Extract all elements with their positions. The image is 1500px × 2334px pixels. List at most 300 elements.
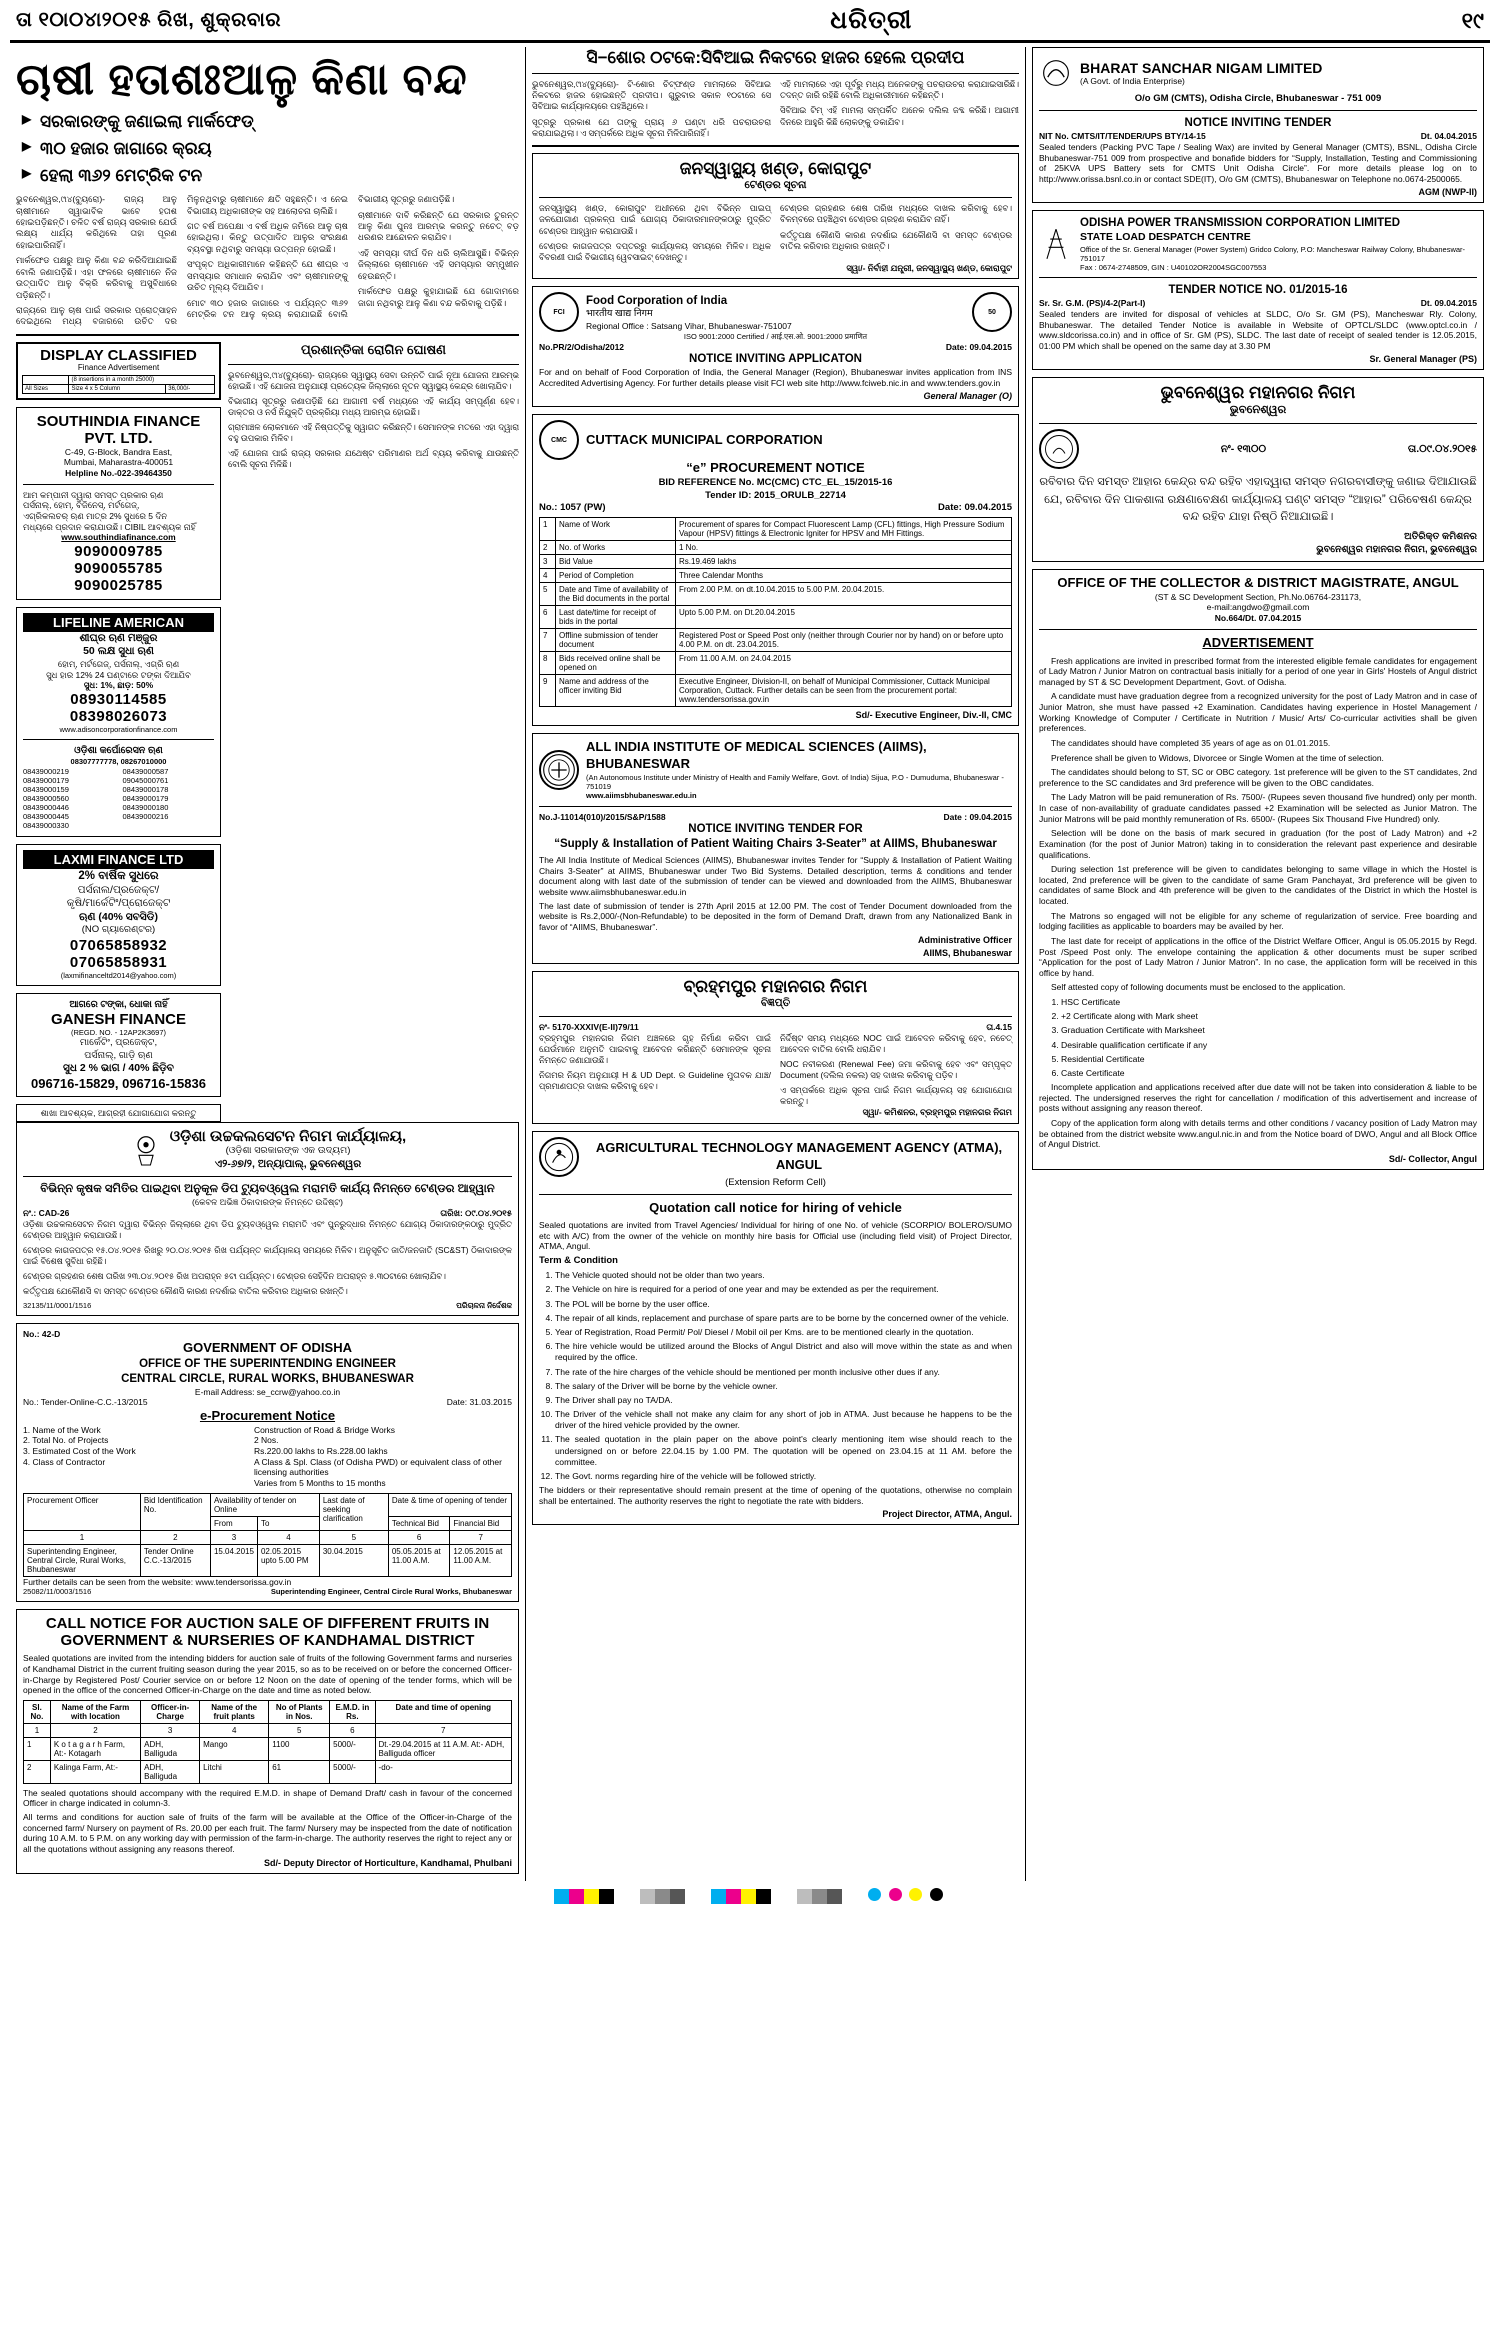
bbsrmc-body: ରବିବାର ଦିନ ସମସ୍ତ ଆହାର କେନ୍ଦ୍ର ବନ୍ଦ ରହିବ ଏହାଦ୍ୱାରା ସମସ୍ତ ନଗରବାସୀଙ୍କୁ ଜଣାଇ ଦିଆଯାଉଛି ଯେ, ରବିବାର ଦିନ ପାକଶାଳା ରକ୍ଷଣାବେକ୍ଷଣ କାର୍ଯ୍ୟାଳୟ ଘଣ୍ଟ ସମସ୍ତ “ଆହାର” ପରିବେଷଣ କେନ୍ଦ୍ର ବନ୍ଦ ରହିବ ଯାହା ନିଷ୍ଠି ନିଆଯାଇଛି। [1039,476,1477,523]
cyan-dot [868,1888,881,1901]
yellow-swatch [741,1889,756,1904]
collector-para: The Matrons so engaged will not be eligible for any scheme of regularization of service. Free boarding and lodging facilities as applicable to boarders may be availed by her. [1039,910,1477,932]
cmc-val: Registered Post or Speed Post only (neither through Courier nor by hand) on or before upto 4.00 P.M. on dt. 23.04.2015. [676,629,1012,652]
fci-office: Regional Office : Satsang Vihar, Bhubaneswar-751007 [586,320,792,331]
opepa-para: ଟେଣ୍ଡର ଗ୍ରହଣର ଶେଷ ତାରିଖ ୨୩.୦୪.୨୦୧୫ ରିଖ ଅପରାହ୍ନ ୫ଟା ପର୍ଯ୍ୟନ୍ତ। ଟେଣ୍ଡର ସେହିଦିନ ଅପରାହ୍ନ ୫.୩୦ଟାରେ ଖୋଲାଯିବ। [23,1270,446,1281]
collector-para: A candidate must have graduation degree from a recognized university for the post of Lady Matron and in case of Junior Matron, she must have passed +2 Examination. Candidates having experience in Hostel Management / Working Knowledge of Computer / Certificate in Nutrition / Music/ Arts/ Co-curricular activities shall be given preferences. [1039,691,1477,734]
lifeline-phone-item[interactable]: 08439000180 [122,803,169,813]
rural-code: 25082/11/0003/1516 [23,1587,92,1597]
cmc-key: Date and Time of availability of the Bid documents in the portal [556,583,676,606]
ganesh-phone[interactable]: 096716-15829, 096716-15836 [31,1075,206,1091]
cmc-procurement-notice [532,414,1019,726]
health-para: ଜନସ୍ୱାସ୍ଥ୍ୟ ଖଣ୍ଡ, କୋରାପୁଟ ଅଧୀନରେ ଥିବା ବିଭିନ୍ନ ପାଇପ୍ ଜଳଯୋଗାଣ ପ୍ରକଳ୍ପ ପାଇଁ ଯୋଗ୍ୟ ଠିକାଦାରମାନଙ୍କଠାରୁ ମୁଦ୍ରିତ ଟେଣ୍ଡର ଆହ୍ୱାନ କରାଯାଉଛି। [539,203,771,236]
health-sign: ସ୍ୱା/- ନିର୍ବାହୀ ଯନ୍ତ୍ରୀ, ଜନସ୍ୱାସ୍ଥ୍ୟ ଖଣ୍ଡ, କୋରାପୁଟ [846,262,1012,273]
ctoc-para: ଭୁବନେଶ୍ୱର,୯ା୪(ବ୍ୟୁରୋ)- ଟି-ଶୋର ଚିଟ୍‌ଫଣ୍ଡ ମାମଲାରେ ସିବିଆଇ ନିକଟରେ ହାଜର ହୋଇଛନ୍ତି ପ୍ରଦୀପ। ଗୁରୁବାର ସକାଳ ୧୦ଟାରେ ସେ ସିବିଆଇ କାର୍ଯ୍ୟାଳୟରେ ପହଞ୍ଚିଥିଲେ। [532,79,771,112]
collector-para: The candidates should have completed 35 years of age as on 01.01.2015. [1051,737,1331,748]
collector-angul-advertisement [1032,569,1484,1170]
rural-colnum: 2 [140,1530,210,1544]
opepa-sub2: ଏ୨-୬୭/୨, ଅନ୍ୟାପାଲ୍, ଭୁବନେଶ୍ୱର [214,1157,362,1170]
bmc-sign: ସ୍ୱା/- କମିଶନର, ବ୍ରହ୍ମପୁର ମହାନଗର ନିଗମ [862,1107,1012,1118]
rate-cell: All Sizes [23,384,69,393]
auction-td: Mango [200,1737,269,1760]
auction-th: E.M.D. in Rs. [330,1700,375,1723]
collector-doc: 3. Graduation Certificate with Marksheet [1061,1025,1477,1036]
lifeline-phone-item[interactable]: 08439000219 [23,766,69,776]
cmc-row [540,629,1012,652]
bbsr-mc-notice [1032,377,1484,561]
southindia-addr2: Mumbai, Maharastra-400051 [63,457,174,468]
laxmi-finance-ad [16,844,221,986]
rural-line-right: A Class & Spl. Class (of Odisha PWD) or equivalent class of other licensing authorities [253,1456,502,1478]
auction-note-1: The sealed quotations should accompany with the required E.M.D. in shape of Demand Draft/ cash in favour of the concerned Officer in charge indicated in column-3. [23,1787,512,1809]
collector-closing-para: Incomplete application and applications received after due date will not be taken into consideration & liable to be rejected. The undersigned reserves the right for cancellation / modification of this advertisement and increase of posts without assigning any reason thereof. [1039,1082,1477,1114]
rural-colnum: 4 [257,1530,319,1544]
cmc-row [540,569,1012,583]
cmc-val: Procurement of spares for Compact Fluorescent Lamp (CFL) fittings, High Pressure Sodium Vapour (HPSV) fittings & Electronic Igniter for HPSV and MH Fittings. [676,518,1012,541]
column-left [10,47,526,1881]
ganesh-reg: (REGD. NO. - 12AP2K3697) [70,1028,167,1038]
cmc-row [540,541,1012,555]
auction-td: 5000/- [330,1760,375,1783]
cmc-row [540,583,1012,606]
auction-td: Litchi [200,1760,269,1783]
bsnl-tender-notice [1032,47,1484,203]
optcl-body: Sealed tenders are invited for disposal of vehicles at SLDC, O/o Sr. GM (PS), Mancheswar Rly. Colony, Bhubaneswar. The detailed Tender Notice is available in Website of OPTCL/SLDC (www.optcl.co.in / www.sldcorissa.co.in) and in office of Sr. GM (PS), SLDC. The last date of receipt of sealed tender is 12.05.2015, 01:00 PM which shall be opened on the same day at 3.30 PM [1039,308,1477,351]
rural-line-left: 2. Total No. of Projects [23,1435,109,1446]
fci-hindi: भारतीय खाद्य निगम [586,308,653,320]
rural-td: 05.05.2015 at 11.00 A.M. [388,1544,450,1576]
lifeline-phone-1[interactable]: 08930114585 [70,690,167,708]
cmc-row [540,555,1012,569]
cmc-val: Upto 5.00 P.M. on Dt.20.04.2015 [676,606,1012,629]
cmc-logo-icon: CMC [539,420,579,460]
rural-th-sub: To [257,1516,319,1530]
color-registration-bar [10,1881,1490,1910]
black-swatch [599,1889,614,1904]
auction-td: 5000/- [330,1737,375,1760]
auction-intro: Sealed quotations are invited from the intending bidders for auction sale of fruits of the following Government farms and nurseries of Kandhamal District in the current fruiting season during the year 2015, so as to be received on or before the concerned Officer-in-Charge by Registered Post/ Courier service on or before 12 Noon on the date of opening of the tender forms, which will be opened in the office of the concerned Officer-in-Charge on the date and time as noted below. [23,1653,512,1696]
cmc-key: Last date/time for receipt of bids in the portal [556,606,676,629]
magenta-swatch [726,1889,741,1904]
aiims-subject: “Supply & Installation of Patient Waiting Chairs 3-Seater” at AIIMS, Bhubaneswar [554,838,997,851]
optcl-tender-notice [1032,210,1484,370]
cmc-bidref: BID REFERENCE No. MC(CMC) CTC_EL_15/2015-16 [658,477,893,489]
lead-body [16,194,519,328]
atma-term: 9. The Driver shall pay no TA/DA. [555,1395,1012,1406]
lifeline-phone-item[interactable]: 08439000445 [23,812,69,822]
atma-sub: (Extension Reform Cell) [725,1176,826,1188]
auction-td: 2 [24,1760,51,1783]
lifeline-phone-2[interactable]: 08398026073 [69,707,168,725]
lifeline-line1: ଶୀଘ୍ର ଋଣ ମଞ୍ଜୁର [79,631,158,644]
cmc-title: CUTTACK MUNICIPAL CORPORATION [586,431,823,447]
cmc-sl: 3 [540,555,556,569]
auction-td: ADH, Balliguda [141,1760,200,1783]
southindia-phone-1[interactable]: 9090009785 [74,542,163,560]
lifeline-line5: ସୁଧ: 1%, ଛାଡ଼: 50% [83,680,154,691]
lifeline-line2: 50 ଲକ୍ଷ ସୁଧା ଋଣ [83,645,154,658]
atma-terms-title: Term & Condition [539,1254,618,1266]
collector-heading: ADVERTISEMENT [1202,634,1314,650]
bbsrmc-sub: ଭୁବନେଶ୍ୱର [1229,404,1287,417]
rural-line-left: 1. Name of the Work [23,1424,101,1435]
grey-swatch [827,1889,842,1904]
auction-th: Date and time of opening [375,1700,511,1723]
collector-closing-para: Copy of the application form along with details terms and other conditions / vacancy position of Lady Matron may be obtained from the district website www.angul.nic.in and from the Notice board of DWO, Angul and all Block Office of Angul District. [1039,1117,1477,1150]
optcl-notice-no: TENDER NOTICE NO. 01/2015-16 [1168,284,1348,297]
cmc-val: From 11.00 A.M. on 24.04.2015 [676,652,1012,675]
rural-line-right: Rs.220.00 lakhs to Rs.228.00 lakhs [253,1446,388,1457]
display-classified-title: DISPLAY CLASSIFIED [40,346,197,364]
rural-td: 12.05.2015 at 11.00 A.M. [450,1544,512,1576]
rural-colnum: 3 [210,1530,257,1544]
collector-documents-list [1039,997,1477,1079]
grey-swatch [670,1889,685,1904]
rural-colnum: 7 [450,1530,512,1544]
optcl-fax: Fax : 0674-2748509, GIN : U40102OR2004SGC007553 [1080,263,1267,273]
cmc-sl: 2 [540,541,556,555]
cmc-val: Executive Engineer, Division-II, on behalf of Municipal Commissioner, Cuttack Municipal Corporation, Cuttack. Further details can be seen from the procurement portal: www.tendersorissa.gov.in [676,675,1012,707]
laxmi-phone-1[interactable]: 07065858932 [69,936,168,954]
opepa-sub1: (ଓଡ଼ିଶା ସରକାରଙ୍କ ଏକ ଉଦ୍ୟମ) [225,1145,351,1157]
cmc-row [540,518,1012,541]
bbsrmc-no: ନଂ- ୧୩୦୦ [1220,442,1267,455]
bmc-para: ନିଗମର ନିୟମ ଅନୁଯାୟୀ H & UD Dept. ର Guideline ମୁତାବକ ଯାଞ୍ଚ/ପ୍ରମାଣପତ୍ର ଦାଖଲ କରିବାକୁ ହେବ। [539,1069,771,1092]
fruit-auction-notice [16,1609,519,1873]
lead-story [16,47,519,328]
optcl-tower-icon [1039,224,1073,264]
auction-colnum: 4 [200,1723,269,1737]
southindia-phone-3[interactable]: 9090025785 [74,576,163,594]
lifeline-subtitle: ଓଡ଼ିଶା କର୍ପୋରେସନ ଋଣ [74,745,163,757]
ganesh-name: GANESH FINANCE [50,1011,186,1029]
masthead [10,0,1490,43]
page-columns [10,47,1490,1881]
masthead-pagenumber: ୧୯ [1461,7,1484,33]
collector-email[interactable]: e-mail:angdwo@gmail.com [1206,602,1310,613]
column-right [1026,47,1490,1881]
ctoc-para: ସୂତ୍ରରୁ ପ୍ରକାଶ ଯେ ତାଙ୍କୁ ପ୍ରାୟ ୬ ଘଣ୍ଟା ଧରି ପଚରାଉଚରା କରାଯାଇଥିଲା। ଏ ସମ୍ପର୍କରେ ଅଧିକ ସୂଚନା ମିଳିପାରିନାହିଁ। [532,116,771,138]
cmc-key: No. of Works [556,541,676,555]
lifeline-phone-item[interactable]: 08439000560 [23,794,69,804]
bsnl-date: Dt. 04.04.2015 [1420,131,1477,142]
opepa-code: 32135/11/0001/1516 [23,1301,92,1311]
ganesh-footer-note: ଶାଖା ଆବଶ୍ୟକ, ଆଗ୍ରହୀ ଯୋଗାଯୋଗ କରନ୍ତୁ [16,1104,221,1123]
bmc-body [539,1033,1012,1108]
ctoc-body [532,79,1019,138]
fci-sign: General Manager (O) [923,391,1012,402]
rural-date: Date: 31.03.2015 [446,1397,512,1408]
atma-term: 2. The Vehicle on hire is required for a period of one year and may be extended as per the requirement. [555,1284,1012,1295]
bmc-no: ନଂ- 5170-XXXIV(E-II)79/11 [539,1022,639,1033]
cmc-val: Rs.19.469 lakhs [676,555,1012,569]
atma-term: 11. The sealed quotation in the plain paper on the above point's clearly mentioning item wise should reach to the undersigned on or before 22.04.15 by 1.00 PM. The quotation will be opened on 23.04.15 at 11 AM. before the committee. [555,1434,1012,1468]
collector-body [1039,656,1477,994]
auction-colnum: 5 [269,1723,330,1737]
rate-head-blank [23,375,69,384]
opepa-heading: ବିଭିନ୍ନ କୃଷକ ସମିତିର ପାଇଥିବା ଅନୁକୂଳ ଡିପ ଟ୍ୟୁବଓ୍ୱେଲ ମରାମତି କାର୍ଯ୍ୟ ନିମନ୍ତେ ଟେଣ୍ଡର ଆହ୍ୱାନ [40,1183,495,1196]
berhampur-mc-notice [532,971,1019,1123]
laxmi-line2: ପର୍ସନାଲ/ପ୍ରଜେକ୍ଟ/ [77,883,160,896]
bsnl-heading: NOTICE INVITING TENDER [1184,117,1332,130]
side-story-para: ଏହି ଯୋଜନା ପାଇଁ ରାଜ୍ୟ ସରକାର ଯଥେଷ୍ଟ ପରିମାଣର ଅର୍ଥ ବ୍ୟୟ କରିବାକୁ ଯାଉଛନ୍ତି ବୋଲି ସୂଚନା ମିଳିଛି। [228,448,519,470]
rural-th-sub: Technical Bid [388,1516,450,1530]
southindia-addr1: C-49, G-Block, Bandra East, [64,446,173,457]
lifeline-phone-item[interactable]: 08439000179 [23,775,69,785]
lifeline-phone-item[interactable]: 08439000446 [23,803,69,813]
cmc-sl: 9 [540,675,556,707]
lead-para: ମୋଟ ୩୦ ହଜାର ଜାଗାରେ ଏ ପର୍ଯ୍ୟନ୍ତ ୩୬୨ ମେଟ୍ରିକ ଟନ ଆଳୁ କ୍ରୟ କରାଯାଇଛି ବୋଲି ବିଭାଗୀୟ ସୂତ୍ରରୁ ଜଣାପଡ଼ିଛି। [187,194,455,319]
auction-colnum: 2 [50,1723,140,1737]
collector-sign: Sd/- Collector, Angul [1388,1153,1477,1164]
atma-term: 8. The salary of the Driver will be borne by the vehicle owner. [555,1381,1012,1392]
cmc-no: No.: 1057 (PW) [539,501,606,513]
lead-subhead-2: ▶ ୩୦ ହଜାର ଜାଗାରେ କ୍ରୟ [22,137,519,162]
aiims-heading: NOTICE INVITING TENDER FOR [688,823,863,836]
cmc-key: Period of Completion [556,569,676,583]
collector-doc: 2. +2 Certificate along with Mark sheet [1061,1011,1477,1022]
collector-doc: 1. HSC Certificate [1061,997,1477,1008]
health-sub: ଟେଣ୍ଡର ସୂଚନା [744,178,807,191]
opepa-date: ତାରିଖ: ୦୯.୦୪.୨୦୧୫ [440,1207,512,1218]
rural-th-sub: From [210,1516,257,1530]
lead-para: ମାର୍କଫେଡ ପକ୍ଷରୁ କୁହାଯାଇଛି ଯେ ଗୋଦାମରେ ଜାଗା ନଥିବାରୁ ଆଳୁ କିଣା ବନ୍ଦ କରିବାକୁ ପଡ଼ିଛି। [358,286,519,308]
left-lower [16,342,519,1123]
rural-colnum: 5 [319,1530,388,1544]
fci-date: Date: 09.04.2015 [945,341,1012,352]
rural-works-tender [16,1323,519,1602]
rural-tenderno: No.: Tender-Online-C.C.-13/2015 [23,1397,148,1408]
aiims-addr: (An Autonomous Institute under Ministry of Health and Family Welfare, Govt. of India) Sijua, P.O - Dumuduma, Bhubaneswar - 751019 [586,773,1004,792]
atma-title: AGRICULTURAL TECHNOLOGY MANAGEMENT AGENCY (ATMA), ANGUL [595,1139,1003,1172]
opepa-no: ନଂ.: CAD-26 [23,1207,70,1218]
auction-colnum: 3 [141,1723,200,1737]
aiims-logo-icon [539,750,579,790]
side-story-body [228,370,519,471]
opepa-tender-ad [16,1122,519,1316]
cmyk-swatch-left [554,1889,614,1904]
lifeline-title: LIFELINE AMERICAN [23,613,214,632]
auction-td: Kalinga Farm, At:- [50,1760,140,1783]
laxmi-phone-2[interactable]: 07065858931 [69,953,168,971]
bsnl-office: O/o GM (CMTS), Odisha Circle, Bhubaneswar - 751 009 [1134,93,1382,104]
lead-subhead-3: ▶ ହେଲା ୩୬୨ ମେଟ୍ରିକ ଟନ [22,164,519,189]
auction-row [24,1760,512,1783]
ganesh-finance-ad [16,993,221,1097]
rural-td: 02.05.2015 upto 5.00 PM [257,1544,319,1576]
display-classified-ad [16,342,221,400]
laxmi-line4: ଋଣ (40% ସବସିଡି) [79,910,158,923]
cmc-row [540,652,1012,675]
collector-doc: 4. Desirable qualification certificate if any [1061,1040,1477,1051]
atma-quotation-notice [532,1131,1019,1525]
rate-table [22,375,215,394]
aiims-sign-2: AIIMS, Bhubaneswar [922,948,1012,959]
southindia-name: SOUTHINDIA FINANCE PVT. LTD. [36,412,201,447]
public-health-koraput-ad [532,153,1019,280]
bbsrmc-seal-icon [1039,429,1079,469]
auction-colnum: 7 [375,1723,511,1737]
ctoc-story [532,47,1019,139]
laxmi-line1: 2% ବାର୍ଷିକ ସୁଧରେ [78,869,159,882]
lead-para: ଏହି ସମସ୍ୟା ଦୀର୍ଘ ଦିନ ଧରି ଚାଲିଆସୁଛି। ବିଭିନ୍ନ ଜିଲ୍ଲାରେ ଚାଷୀମାନେ ଏହି ସମସ୍ୟାର ସମ୍ମୁଖୀନ ହେଉଛନ୍ତି। [358,247,519,281]
lifeline-phone-item[interactable]: 08439000159 [23,784,69,794]
atma-terms-list [539,1270,1012,1482]
bsnl-logo-icon [1039,53,1073,93]
collector-para: The Lady Matron will be paid remuneration of Rs. 7500/- (Rupees seven thousand five hundred) only per month. In case of non-availability of graduate candidates passed +2 Examination will be selected as Junior Matron. The Junior Matrons will be paid monthly remuneration of Rs. 6500/- (Rupees Six Thousand Five Hundred) only. [1039,792,1477,824]
auction-td: -do- [375,1760,511,1783]
southindia-helpline: Helpline No.-022-39464350 [65,468,172,479]
collector-para: During selection 1st preference will be given to candidates belonging to same village in which the Hostel is located, 2nd preference will be given to the candidate of same Gram Panchayat, 3rd preference will be given to candidates of same Block and 4th preference will be given to the candidates of the District in which the Hostel is located. [1039,864,1477,906]
side-story-para: ବିଭାଗୀୟ ସୂତ୍ରରୁ ଜଣାପଡ଼ିଛି ଯେ ଆଗାମୀ ବର୍ଷ ମଧ୍ୟରେ ଏହି କାର୍ଯ୍ୟ ସମ୍ପୂର୍ଣ୍ଣ ହେବ। ଡାକ୍ତର ଓ ନର୍ସ ନିଯୁକ୍ତି ପ୍ରକ୍ରିୟା ମଧ୍ୟ ଆରମ୍ଭ ହୋଇଛି। [228,395,519,417]
collector-sub: (ST & SC Development Section, Ph.No.06764-231173, [1154,591,1362,602]
collector-no: No.664/Dt. 07.04.2015 [1214,612,1302,623]
fci-body: For and on behalf of Food Corporation of India, the General Manager (Region), Bhubaneswar invites application from INS Accredited Advertising Agency. For further details please visit FCI web site http://www.fciweb.nic.in and www.tenders.gov.in [539,367,1012,388]
optcl-sr: Sr. Sr. G.M. (PS)/4-2(Part-I) [1039,298,1146,309]
auction-td: 61 [269,1760,330,1783]
grey-swatch [655,1889,670,1904]
lifeline-line3: ହୋମ୍, ମର୍ଟଗେଜ୍, ପର୍ସନାଲ୍, ଏଗ୍ରି ଋଣ [57,659,180,670]
bbsrmc-sign-2: ଭୁବନେଶ୍ୱର ମହାନଗର ନିଗମ, ଭୁବନେଶ୍ୱର [1316,543,1477,555]
rural-th: Procurement Officer [24,1493,141,1530]
southindia-odia-4: ମଧ୍ୟରେ ପ୍ରଦାନ କରାଯାଉଛି। CIBIL ଆବଶ୍ୟକ ନାହିଁ [23,521,196,532]
lead-para: ମାର୍କଫେଡ ପକ୍ଷରୁ ଆଳୁ କିଣା ବନ୍ଦ କରିଦିଆଯାଇଛି ବୋଲି ଜଣାପଡ଼ିଛି। ଏହା ଫଳରେ ଚାଷୀମାନେ ନିଜ ଉତ୍ପାଦିତ ଆଳୁ ବିକ୍ରି କରିବାକୁ ଅସୁବିଧାରେ ପଡ଼ିଛନ୍ତି। [16,255,177,300]
aiims-tender-notice [532,733,1019,964]
aiims-body-2: The last date of submission of tender is 27th April 2015 at 12.00 PM. The cost of Tender Document downloaded from the website is Rs.2,000/-(Non-Refundable) to be deposited in the form of Demand Draft, drawn from any Nationalized Bank in favor of “AIIMS, Bhubaneswar”. [539,900,1012,932]
bbsrmc-date: ତା.୦୯.୦୪.୨୦୧୫ [1407,442,1477,455]
laxmi-line3: କୃଷି/ମାର୍କେଟିଂ/ପ୍ରୋଜେକ୍ଟ [66,897,171,910]
southindia-website[interactable]: www.southindiafinance.com [61,532,176,543]
aiims-web[interactable]: www.aiimsbhubaneswar.edu.in [586,791,697,801]
lifeline-line4: ସୁଧ ହାର 12% 24 ଘଣ୍ଟାରେ ଟଙ୍କା ଦିଆଯିବ [46,669,191,680]
bmc-para: ବ୍ରହ୍ମପୁର ମହାନଗର ନିଗମ ଅଞ୍ଚଳରେ ଗୃହ ନିର୍ମାଣ କରିବା ପାଇଁ ଯେଉଁମାନେ ଅନୁମତି ପାଇବାକୁ ଆବେଦନ କରିଛନ୍ତି ସେମାନଙ୍କ ସୂଚନା ନିମନ୍ତେ ଜଣାଯାଉଛି। [539,1032,771,1065]
ganesh-line1: ମାର୍କେଟିଂ, ପ୍ରଜେକ୍ଟ, [79,1037,158,1049]
lead-para: ଭୁବନେଶ୍ୱର,୯ା୪(ବ୍ୟୁରୋ)- ରାଜ୍ୟ ଆଳୁ ଚାଷୀମାନେ ସ୍ୱାଭାବିକ ଭାବେ ହତାଶ ହୋଇପଡ଼ିଛନ୍ତି। ଚଳିତ ବର୍ଷ ରାଜ୍ୟ ସରକାର ଯେଉଁ ଲକ୍ଷ୍ୟ ଧାର୍ଯ୍ୟ କରିଥିଲେ ତାହା ପୂରଣ ହୋଇପାରିନାହିଁ। [16,194,177,250]
rural-circle: CENTRAL CIRCLE, RURAL WORKS, BHUBANESWAR [121,1372,414,1385]
atma-term: 6. The hire vehicle would be utilized around the Blocks of Angul District and also will move within the state as and when required by the office. [555,1341,1012,1363]
auction-th: Officer-in-Charge [141,1700,200,1723]
side-story [228,342,519,471]
atma-term: 10. The Driver of the vehicle shall not make any claim for any short of job in ATMA. Just because he happens to be the driver of the hired vehicle provided by the owner. [555,1409,1012,1431]
collector-doc: 5. Residential Certificate [1061,1054,1477,1065]
collector-doc: 6. Caste Certificate [1061,1068,1477,1079]
fci-50-icon: 50 [972,292,1012,332]
auction-table [23,1700,512,1784]
rural-th: Availability of tender on Online [210,1493,319,1516]
lead-headline: ଚାଷୀ ହତାଶଃଆଳୁ କିଣା ବନ୍ଦ [16,55,468,104]
grey-swatch [640,1889,655,1904]
bmc-para: ନିର୍ଦ୍ଦିଷ୍ଟ ସମୟ ମଧ୍ୟରେ NOC ପାଇଁ ଆବେଦନ କରିବାକୁ ହେବ, ନଚେତ୍ ଆବେଦନ ବାତିଲ ବୋଲି ଧରାଯିବ। [780,1032,1012,1054]
lead-para: ରାଜ୍ୟରେ ଆଳୁ ଚାଷ ପାଇଁ ସରକାର ପ୍ରୋତ୍ସାହନ ଦେଇଥିଲେ ମଧ୍ୟ ବଜାରରେ ଉଚିତ ଦର ମିଳୁନଥିବାରୁ ଚାଷୀମାନେ କ୍ଷତି ସହୁଛନ୍ତି। ଏ ନେଇ ବିଭାଗୀୟ ଅଧିକାରୀଙ୍କ ସହ ଆଲୋଚନା ଚାଲିଛି। [16,194,348,327]
opepa-para: କର୍ତ୍ତୃପକ୍ଷ ଯେକୌଣସି ବା ସମସ୍ତ ଟେଣ୍ଡର କୌଣସି କାରଣ ନଦର୍ଶାଇ ବାତିଲ କରିବାର ଅଧିକାର ରଖନ୍ତି। [23,1286,348,1297]
classified-stack [16,342,221,1123]
rural-no: No.: 42-D [23,1329,61,1340]
bmc-date: ତା.4.15 [986,1022,1012,1033]
cmc-val: From 2.00 P.M. on dt.10.04.2015 to 5.00 P.M. 20.04.2015. [676,583,1012,606]
atma-term: 12. The Govt. norms regarding hire of the vehicle will be followed strictly. [555,1471,1012,1482]
bmc-para: NOC ନବୀକରଣ (Renewal Fee) ଜମା କରିବାକୁ ହେବ ଏବଂ ସମ୍ପୃକ୍ତ Document (ଦଲିଲ ନକଲ) ସହ ଦାଖଲ କରିବାକୁ ପଡ଼ିବ। [780,1058,1012,1080]
atma-sign: Project Director, ATMA, Angul. [882,1509,1012,1520]
rural-line-left: 3. Estimated Cost of the Work [23,1446,136,1457]
health-title: ଜନସ୍ୱାସ୍ଥ୍ୟ ଖଣ୍ଡ, କୋରାପୁଟ [679,158,872,178]
ctoc-title: ସି−ଶୋର ୦ଟକେ:ସିବିଆଇ ନିକଟରେ ହାଜର ହେଲେ ପ୍ରଦୀପ [586,48,965,67]
masthead-brand: ଧରିତ୍ରୀ [830,6,913,34]
fci-notice [532,286,1019,407]
rural-line-left: 4. Class of Contractor [23,1456,106,1467]
laxmi-email[interactable]: (laxmifinanceltd2014@yahoo.com) [60,970,177,980]
auction-colnum: 6 [330,1723,375,1737]
cyan-swatch [554,1889,569,1904]
southindia-phone-2[interactable]: 9090055785 [74,559,163,577]
side-story-para: ଗ୍ରାମାଞ୍ଚଳ ଲୋକମାନେ ଏହି ନିଷ୍ପତ୍ତିକୁ ସ୍ୱାଗତ କରିଛନ୍ତି। ସେମାନଙ୍କ ମତରେ ଏହା ଦ୍ୱାରା ବହୁ ଉପକାର ମିଳିବ। [228,422,519,444]
lifeline-phone-item[interactable]: 08439000330 [23,821,69,831]
cmc-val: 1 No. [676,541,1012,555]
bmc-sub: ବିଜ୍ଞପ୍ତି [760,997,791,1010]
lifeline-phone-head[interactable]: 08307777778, 08267010000 [70,757,167,767]
cmyk-swatch-mid [711,1889,771,1904]
lifeline-phone-item[interactable]: 08439000179 [122,794,169,804]
lifeline-phone-item[interactable]: 09045000761 [122,775,169,785]
cmc-val: Three Calendar Months [676,569,1012,583]
display-classified-sub: Finance Advertisement [77,362,160,372]
rate-cell: 36,000/- [166,384,215,393]
opepa-sub3: (କେବଳ ଅଭିଜ୍ଞ ଠିକାଦାରଙ୍କ ନିମନ୍ତେ ଉଦ୍ଦିଷ୍ଟ) [191,1197,343,1208]
black-dot [930,1888,943,1901]
lead-para: ସଂପୃକ୍ତ ଅଧିକାରୀମାନେ କହିଛନ୍ତି ଯେ ଶୀଘ୍ର ଏ ସମସ୍ୟାର ସମାଧାନ କରାଯିବ ଏବଂ ଚାଷୀମାନଙ୍କୁ ଉଚିତ ମୂଲ୍ୟ ଦିଆଯିବ। [187,259,348,293]
magenta-swatch [569,1889,584,1904]
cmc-sub: “e” PROCUREMENT NOTICE [686,460,865,476]
southindia-odia-3: ଏଗ୍ରିକଲଚର୍ ଋଣ ମାତ୍ର 2% ସୁଧରେ 5 ଦିନ [23,510,168,521]
bbsrmc-title: ଭୁବନେଶ୍ୱର ମହାନଗର ନିଗମ [1160,383,1356,403]
atma-term: 7. The rate of the hire charges of the vehicle should be mentioned per month inclusive other dues if any. [555,1367,1012,1378]
atma-intro: Sealed quotations are invited from Travel Agencies/ Individual for hiring of one No. of vehicle (SCORPIO/ BOLERO/SUMO etc with A/C) from the owner of the vehicle on monthly hire basis for Official use (including field visit) of Project Director, ATMA, Angul. [539,1220,1012,1252]
lifeline-phone-item[interactable]: 08439000178 [122,784,169,794]
ganesh-line3: ସୁଧ 2 % ଭାଗ / 40% ଛିଡ଼ିବ [63,1062,174,1075]
opepa-title: ଓଡ଼ିଶା ଉଚ୍ଚକଲସେଟନ ନିଗମ କାର୍ଯ୍ୟାଳୟ, [169,1128,407,1146]
auction-note-2: All terms and conditions for auction sale of fruits of the farm will be available at the Office of the Officer-in-Charge of the concerned farm/ Nursery on payment of Rs. 20.00 per each fruit. The farm/ Nursery may be inspected from the date of notification during 10 A.M. to 5 P.M. on any working day with permission of the farm-in-charge. The authority reserves the right to reject any or all the quotations without assigning any reasons thereof. [23,1812,512,1854]
aiims-no: No.J-11014(010)/2015/S&P/1588 [539,811,666,822]
yellow-dot [909,1888,922,1901]
fci-iso: ISO 9001:2000 Certified / आई.एस.ओ. 9001:2000 प्रमाणित [683,332,868,342]
auction-title: CALL NOTICE FOR AUCTION SALE OF DIFFERENT FRUITS IN GOVERNMENT & NURSERIES OF KANDHAMAL DISTRICT [45,1615,490,1650]
lifeline-phone-item[interactable]: 08439000587 [122,766,169,776]
southindia-odia-1: ଆମ କମ୍ପାନୀ ଦ୍ୱାରା ସମସ୍ତ ପ୍ରକାର ଋଣ [23,489,164,500]
opepa-para: ଓଡ଼ିଶା ଉଚ୍ଚକଲସେଟନ ନିଗମ ଦ୍ୱାରା ବିଭିନ୍ନ ଜିଲ୍ଲାରେ ଥିବା ଡିପ ଟ୍ୟୁବଓ୍ୱେଲ ମରାମତି ଏବଂ ପୁନରୁଦ୍ଧାର ନିମନ୍ତେ ଯୋଗ୍ୟ ଠିକାଦାରଙ୍କଠାରୁ ମୁଦ୍ରିତ ଟେଣ୍ଡର ଆହ୍ୱାନ କରାଯାଉଛି। [23,1218,512,1240]
cmc-sign: Sd/- Executive Engineer, Div.-II, CMC [855,710,1012,721]
ganesh-line2: ପର୍ସନାଲ୍, ଗାଡ଼ି ଋଣ [84,1049,153,1061]
bsnl-sign: AGM (NWP-II) [1418,187,1477,198]
masthead-date: ତା ୧୦ା୦୪ା୨୦୧୫ ରିଖ, ଶୁକ୍ରବାର [16,9,282,31]
cmc-sl: 1 [540,518,556,541]
magenta-dot [889,1888,902,1901]
cmc-row [540,675,1012,707]
lifeline-website[interactable]: www.adisoncorporationfinance.com [59,724,178,734]
cmc-sl: 5 [540,583,556,606]
collector-closing [1039,1082,1477,1150]
fci-logo-icon: FCI [539,292,579,332]
atma-heading: Quotation call notice for hiring of vehicle [649,1200,902,1216]
optcl-date: Dt. 09.04.2015 [1420,298,1477,309]
lifeline-phone-item[interactable]: 08439000216 [122,812,169,822]
bsnl-title: BHARAT SANCHAR NIGAM LIMITED [1080,59,1323,76]
laxmi-title: LAXMI FINANCE LTD [23,850,214,869]
rural-td: 15.04.2015 [210,1544,257,1576]
atma-term: 5. Year of Registration, Road Permit/ Pol/ Diesel / Mobil oil per Kms. are to be mentioned clearly in the quotation. [555,1327,1012,1338]
rural-td: 30.04.2015 [319,1544,388,1576]
grey-ramp-left [640,1889,685,1904]
opepa-para: ଟେଣ୍ଡର କାଗଜପତ୍ର ୧୫.୦୪.୨୦୧୫ ରିଖରୁ ୨୦.୦୪.୨୦୧୫ ରିଖ ପର୍ଯ୍ୟନ୍ତ କାର୍ଯ୍ୟାଳୟ ସମୟରେ ମିଳିବ। ଅନୁସୂଚିତ ଜାତି/ଜନଜାତି (SC&ST) ଠିକାଦାରଙ୍କ ପାଇଁ ବିଶେଷ ସୁବିଧା ରହିଛି। [23,1244,512,1266]
cmc-row [540,606,1012,629]
